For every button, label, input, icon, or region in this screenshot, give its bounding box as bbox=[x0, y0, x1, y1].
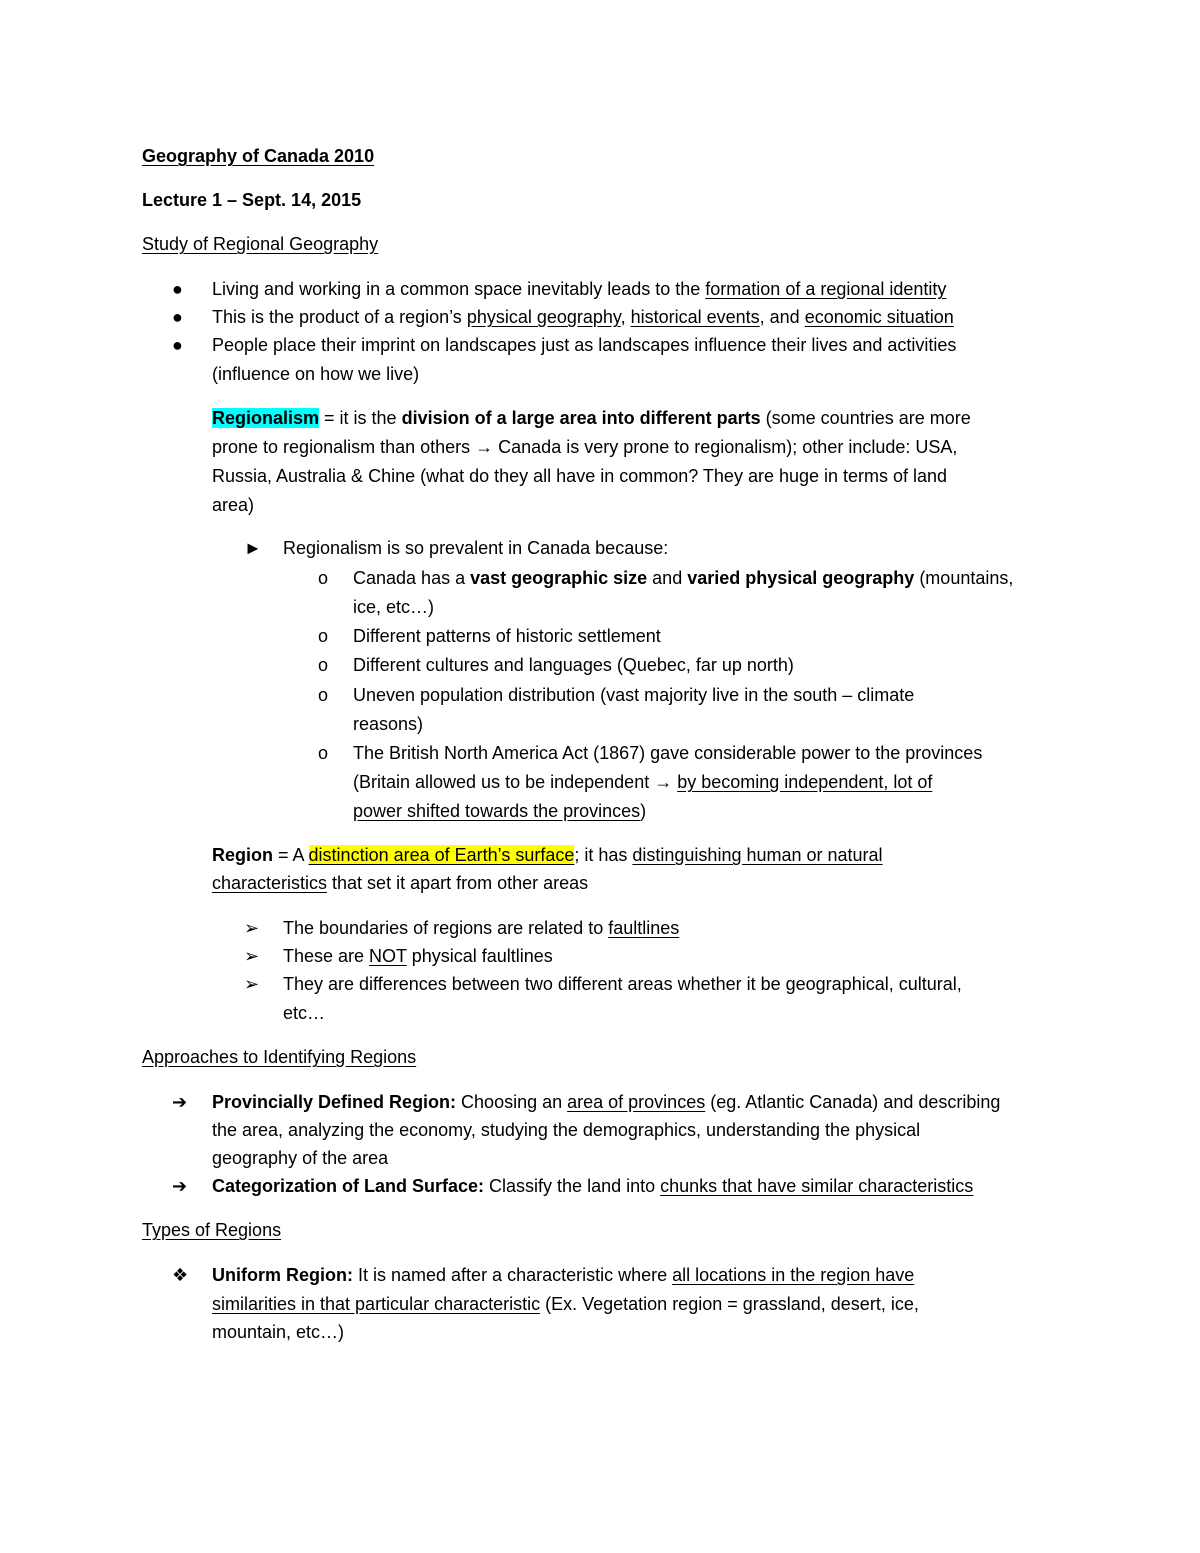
bullet-item-3-line2: (influence on how we live) bbox=[212, 364, 420, 384]
item-text: Classify the land into bbox=[484, 1176, 661, 1196]
item-text: The boundaries of regions are related to bbox=[283, 918, 609, 938]
bullet-item-2 bbox=[212, 303, 954, 331]
definition-text: = A bbox=[273, 845, 309, 865]
bullet-icon: ● bbox=[172, 307, 183, 327]
item-text: These are bbox=[283, 946, 370, 966]
section-heading-study: Study of Regional Geography bbox=[142, 234, 379, 254]
bullet-text: Living and working in a common space inevitably leads to the bbox=[212, 279, 706, 299]
boundary-item-2 bbox=[283, 942, 553, 970]
underlined-term: area of provinces bbox=[567, 1092, 706, 1112]
bold-term: Region bbox=[212, 845, 273, 865]
bullet-item-3-line1: People place their imprint on landscapes just as landscapes influence their lives and activities bbox=[212, 335, 957, 355]
item-text: Canada has a bbox=[353, 568, 471, 588]
item-text: (Britain allowed us to be independent → bbox=[353, 772, 678, 792]
bullet-icon: ● bbox=[172, 335, 183, 355]
sub-item-5-line2 bbox=[353, 768, 932, 796]
sub-item-2: Different patterns of historic settlement bbox=[353, 626, 661, 646]
arrowhead-bullet-icon: ➢ bbox=[244, 974, 260, 994]
arrow-bullet-icon: ➔ bbox=[172, 1176, 188, 1196]
underlined-term: distinguishing human or natural bbox=[632, 845, 883, 865]
sub-item-5-line3 bbox=[353, 797, 646, 825]
sub-item-4-line1: Uneven population distribution (vast majority live in the south – climate bbox=[353, 685, 915, 705]
bullet-item-1 bbox=[212, 275, 946, 303]
bullet-icon: ● bbox=[172, 279, 183, 299]
item-text: ) bbox=[640, 801, 647, 821]
underlined-term: chunks that have similar characteristics bbox=[660, 1176, 974, 1196]
section-heading-approaches: Approaches to Identifying Regions bbox=[142, 1047, 417, 1067]
boundary-item-3-line2: etc… bbox=[283, 1003, 326, 1023]
bullet-text: , bbox=[620, 307, 631, 327]
underlined-term: NOT bbox=[369, 946, 407, 966]
item-text: physical faultlines bbox=[406, 946, 553, 966]
item-text: (eg. Atlantic Canada) and describing bbox=[705, 1092, 1001, 1112]
sub-item-5-line1: The British North America Act (1867) gave considerable power to the provinces bbox=[353, 743, 983, 763]
bullet-text: This is the product of a region’s bbox=[212, 307, 467, 327]
underlined-term: historical events bbox=[630, 307, 760, 327]
regionalism-definition-line1 bbox=[212, 404, 971, 432]
sub-item-4-line2: reasons) bbox=[353, 714, 424, 734]
section-heading-types: Types of Regions bbox=[142, 1220, 282, 1240]
approach-item-1-line1 bbox=[212, 1088, 1000, 1116]
underlined-term: similarities in that particular characteristic bbox=[212, 1294, 541, 1314]
circle-bullet-icon: o bbox=[318, 568, 329, 588]
type-item-1-line2 bbox=[212, 1290, 919, 1318]
underlined-term: faultlines bbox=[608, 918, 680, 938]
underlined-term: formation of a regional identity bbox=[705, 279, 947, 299]
boundary-item-1 bbox=[283, 914, 679, 942]
circle-bullet-icon: o bbox=[318, 626, 329, 646]
arrow-bullet-icon: ➔ bbox=[172, 1092, 188, 1112]
bullet-text: , and bbox=[759, 307, 805, 327]
bold-term: Categorization of Land Surface: bbox=[212, 1176, 485, 1196]
circle-bullet-icon: o bbox=[318, 685, 329, 705]
highlighted-phrase: distinction area of Earth’s surface bbox=[308, 845, 575, 865]
underlined-term: characteristics bbox=[212, 873, 328, 893]
item-text: (Ex. Vegetation region = grassland, desert, ice, bbox=[540, 1294, 919, 1314]
sub-item-1-line2: ice, etc…) bbox=[353, 597, 435, 617]
definition-text: that set it apart from other areas bbox=[327, 873, 589, 893]
underlined-term: physical geography bbox=[466, 307, 621, 327]
regionalism-definition-line2: prone to regionalism than others → Canada is very prone to regionalism); other include: USA, bbox=[212, 437, 958, 457]
item-text: and bbox=[647, 568, 688, 588]
highlighted-term: Regionalism bbox=[212, 408, 320, 428]
type-item-1-line1 bbox=[212, 1261, 914, 1289]
sub-item-3: Different cultures and languages (Quebec, far up north) bbox=[353, 655, 794, 675]
circle-bullet-icon: o bbox=[318, 655, 329, 675]
arrowhead-bullet-icon: ➢ bbox=[244, 946, 260, 966]
approach-item-1-line2: the area, analyzing the economy, studying the demographics, understanding the physical bbox=[212, 1120, 921, 1140]
region-definition-line2 bbox=[212, 869, 588, 897]
definition-text: = it is the bbox=[319, 408, 402, 428]
regionalism-definition-line4: area) bbox=[212, 495, 255, 515]
boundary-item-3-line1: They are differences between two different areas whether it be geographical, cultural, bbox=[283, 974, 962, 994]
approach-item-2 bbox=[212, 1172, 973, 1200]
underlined-term: all locations in the region have bbox=[672, 1265, 915, 1285]
approach-item-1-line3: geography of the area bbox=[212, 1148, 389, 1168]
underlined-term: economic situation bbox=[804, 307, 954, 327]
definition-text: ; it has bbox=[574, 845, 633, 865]
diamond-bullet-icon: ❖ bbox=[172, 1265, 189, 1285]
underlined-term: by becoming independent, lot of bbox=[677, 772, 933, 792]
sub-item-1-line1 bbox=[353, 564, 1013, 592]
type-item-1-line3: mountain, etc…) bbox=[212, 1322, 345, 1342]
circle-bullet-icon: o bbox=[318, 743, 329, 763]
region-definition-line1 bbox=[212, 841, 883, 869]
document-title: Geography of Canada 2010 bbox=[142, 146, 375, 166]
definition-text: (some countries are more bbox=[760, 408, 971, 428]
item-text: Choosing an bbox=[456, 1092, 568, 1112]
bold-text: varied physical geography bbox=[687, 568, 915, 588]
triangle-bullet-icon: ► bbox=[244, 538, 262, 558]
regionalism-definition-line3: Russia, Australia & Chine (what do they all have in common? They are huge in terms of land bbox=[212, 466, 948, 486]
underlined-term: power shifted towards the provinces bbox=[353, 801, 641, 821]
bold-term: Uniform Region: bbox=[212, 1265, 353, 1285]
prevalent-heading: Regionalism is so prevalent in Canada because: bbox=[283, 538, 669, 558]
item-text: It is named after a characteristic where bbox=[353, 1265, 673, 1285]
lecture-date: Lecture 1 – Sept. 14, 2015 bbox=[142, 190, 362, 210]
bold-text: vast geographic size bbox=[470, 568, 648, 588]
bold-text: division of a large area into different parts bbox=[401, 408, 761, 428]
bold-term: Provincially Defined Region: bbox=[212, 1092, 457, 1112]
arrowhead-bullet-icon: ➢ bbox=[244, 918, 260, 938]
item-text: (mountains, bbox=[914, 568, 1014, 588]
